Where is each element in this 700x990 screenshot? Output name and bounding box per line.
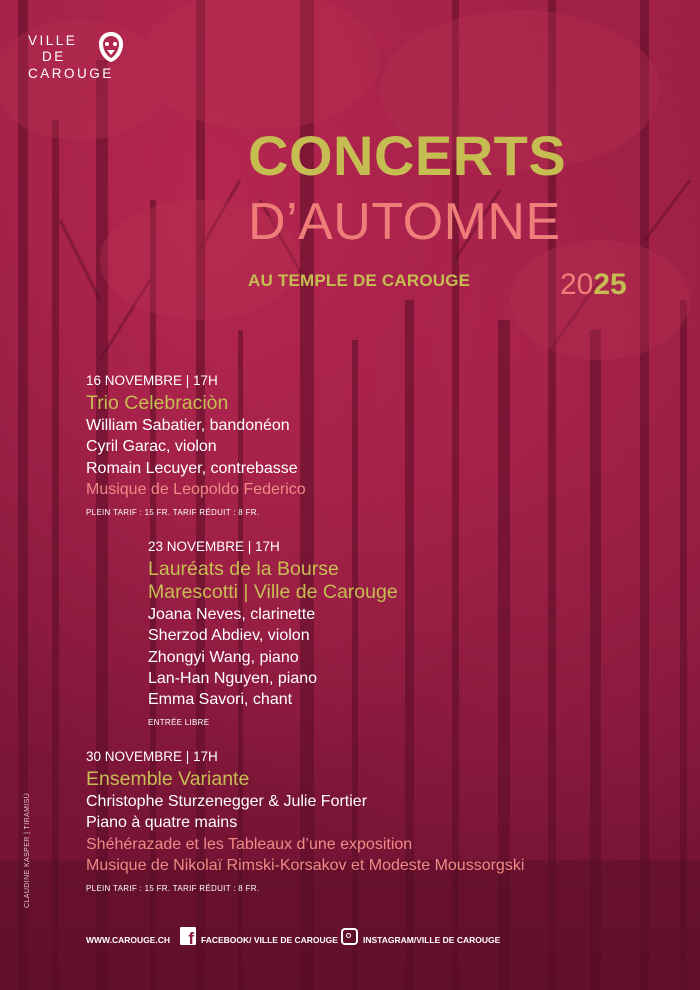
year-part-2: 25 xyxy=(593,268,627,301)
logo-line-1: VILLE xyxy=(28,33,78,48)
performer: Lan-Han Nguyen, piano xyxy=(148,669,318,687)
facebook-icon[interactable]: f xyxy=(180,927,196,945)
concert-music: Musique de Leopoldo Federico xyxy=(86,480,306,498)
title-automne: D’AUTOMNE xyxy=(248,193,561,251)
instagram-link[interactable]: INSTAGRAM/VILLE DE CAROUGE xyxy=(363,935,501,945)
concert-music: Musique de Nikolaï Rimski-Korsakov et Modeste Moussorgski xyxy=(86,856,525,874)
concert-music: Shéhérazade et les Tableaux d’une exposition xyxy=(86,835,413,853)
performer: Christophe Sturzenegger & Julie Fortier xyxy=(86,793,368,810)
lion-head-icon xyxy=(94,30,128,64)
concert-title-line-2: Marescotti | Ville de Carouge xyxy=(148,581,398,603)
concert-title-line-1: Lauréats de la Bourse xyxy=(148,558,339,580)
concert-tarif: PLEIN TARIF : 15 FR. TARIF RÉDUIT : 8 FR. xyxy=(86,884,260,894)
instagram-icon[interactable] xyxy=(341,928,358,945)
photo-credit: CLAUDINE KASPER | TIRAMISÙ xyxy=(24,792,31,908)
concert-date: 30 NOVEMBRE | 17H xyxy=(86,749,218,764)
concert-tarif: ENTRÉE LIBRE xyxy=(148,718,210,728)
concert-1 xyxy=(86,372,306,517)
logo-line-3: CAROUGE xyxy=(28,66,114,81)
concert-2 xyxy=(148,538,398,727)
concert-3 xyxy=(86,748,524,893)
performer: Emma Savori, chant xyxy=(148,691,293,709)
concert-title: Ensemble Variante xyxy=(86,768,250,790)
performer: Sherzod Abdiev, violon xyxy=(148,627,310,645)
website-link[interactable]: WWW.CAROUGE.CH xyxy=(86,935,171,945)
concert-title: Trio Celebraciòn xyxy=(86,392,229,414)
performer: Zhongyi Wang, piano xyxy=(148,648,299,666)
concert-date: 23 NOVEMBRE | 17H xyxy=(148,539,280,554)
performer: Cyril Garac, violon xyxy=(86,438,217,456)
performer: William Sabatier, bandonéon xyxy=(86,417,290,434)
concert-date: 16 NOVEMBRE | 17H xyxy=(86,373,218,388)
performer: Romain Lecuyer, contrebasse xyxy=(86,459,298,477)
subtitle-venue: AU TEMPLE DE CAROUGE xyxy=(248,271,471,290)
year-part-1: 20 xyxy=(560,268,594,301)
ville-de-carouge-logo[interactable] xyxy=(28,30,158,90)
performer: Joana Neves, clarinette xyxy=(148,606,316,623)
performer: Piano à quatre mains xyxy=(86,814,238,832)
facebook-link[interactable]: FACEBOOK/ VILLE DE CAROUGE xyxy=(201,935,338,945)
title-concerts: CONCERTS xyxy=(248,124,567,187)
logo-line-2: DE xyxy=(42,49,66,64)
year xyxy=(560,270,627,300)
concert-tarif: PLEIN TARIF : 15 FR. TARIF RÉDUIT : 8 FR. xyxy=(86,508,260,518)
